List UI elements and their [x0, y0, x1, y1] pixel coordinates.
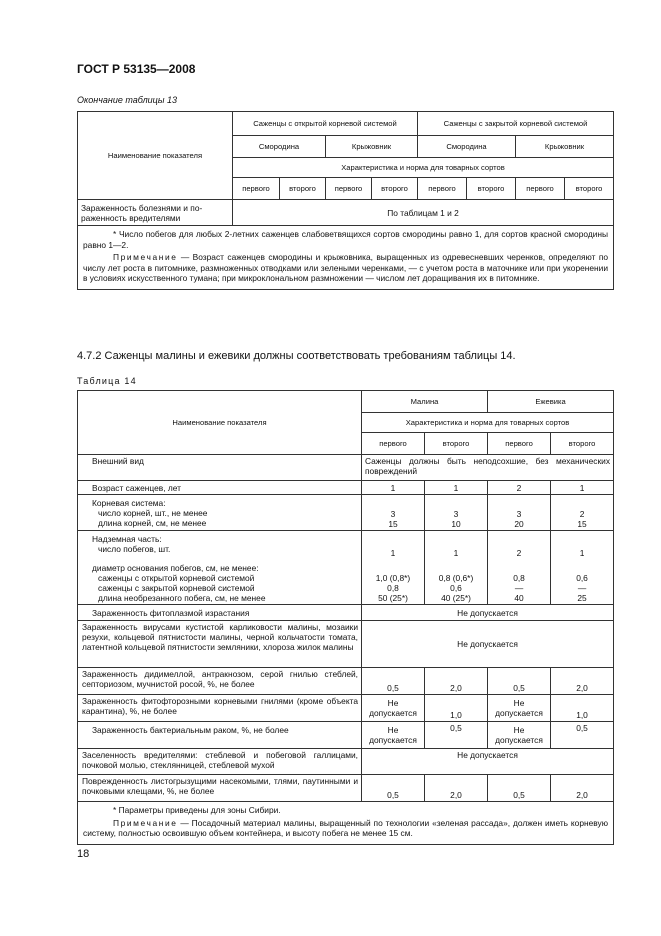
t14-root-count-label: число корней, шт., не менее [98, 508, 208, 518]
t14-diameter-values [425, 559, 488, 605]
t14-diam-closed: — [514, 583, 524, 593]
t14-header-indicator: Наименование показателя [78, 391, 362, 455]
t14-row-damage-label: Поврежденность листогрызущими насекомыми, тлями, паутинными и почковыми клещами, %, не более [78, 775, 362, 802]
paragraph-4-7-2: 4.7.2 Саженцы малины и ежевики должны соответствовать требованиям таблицы 14. [77, 350, 516, 362]
table-14-caption: Таблица 14 [77, 376, 137, 386]
t14-row-aboveground [78, 531, 362, 559]
t14-header-raspberry: Малина [362, 391, 488, 413]
t14-row-diameter [78, 559, 362, 605]
t14-diam-open: 1,0 (0,8*) [375, 573, 411, 583]
t14-root-values [362, 495, 425, 531]
t14-header-blackberry: Ежевика [488, 391, 614, 413]
t13-note-text: — Возраст саженцев смородины и крыжовника, выращенных из одревесневших черенков, определяют по числу лет роста в питомнике, размноженных отводками или зелеными черенками, — с учетом роста в маточнике или при укоренении в условиях искусственного тумана; при микроклональном размножении — числом лет доращивания их в питомнике. [83, 252, 609, 283]
t13-grade-first: первого [418, 178, 467, 200]
t13-grade-second: второго [565, 178, 614, 200]
t14-diam-open: 0,8 [513, 573, 525, 583]
t14-header-norm: Характеристика и норма для товарных сортов [362, 413, 614, 433]
t13-grade-second: второго [467, 178, 516, 200]
t14-row-viruses-label: Зараженность вирусами кустистой карликовости малины, мозаики резухи, кольцевой пятнистости малины, черной кольчатости томата, латентной кольцевой пятнистости земляники, хлороза жилок малины [78, 621, 362, 668]
t14-row-appearance-label: Внешний вид [78, 455, 362, 481]
t14-row-appearance-value: Саженцы должны быть неподсохшие, без механических повреждений [362, 455, 614, 481]
t14-row-root-system [78, 495, 362, 531]
t14-grade-second: второго [551, 433, 614, 455]
t13-grade-second: второго [280, 178, 326, 200]
t13-row-label: Зараженность болезнями и по-раженность вредителями [78, 200, 233, 226]
t14-row-didymella-value: 0,5 [488, 668, 551, 695]
page-header: ГОСТ Р 53135—2008 [77, 62, 196, 76]
t14-note-label: Примечание [113, 817, 178, 828]
t13-header-norm: Характеристика и норма для товарных сортов [233, 158, 614, 178]
t13-grade-second: второго [372, 178, 418, 200]
t14-root-length: 15 [388, 519, 398, 529]
t14-notes [78, 802, 614, 845]
t14-row-didymella-label: Зараженность дидимеллой, антракнозом, серой гнилью стеблей, септориозом, мучнистой росой, %, не более [78, 668, 362, 695]
t14-root-label: Корневая система: [92, 498, 166, 508]
t13-header-indicator: Наименование показателя [78, 112, 233, 200]
t14-open-root-label: саженцы с открытой корневой системой [98, 572, 255, 583]
t14-shoot-count: 1 [425, 531, 488, 559]
t14-row-bacterial-label: Зараженность бактериальным раком, %, не более [78, 722, 362, 749]
table-14 [77, 390, 614, 845]
t14-row-phytophthora-value: Не допускается [488, 695, 551, 722]
table-13-caption: Окончание таблицы 13 [77, 95, 177, 105]
t14-row-damage-value: 2,0 [425, 775, 488, 802]
t14-row-phytophthora-label: Зараженность фитофторозными корневыми гнилями (кроме объекта карантина), %, не более [78, 695, 362, 722]
t14-shoot-length: 40 [514, 593, 524, 603]
t14-diam-open: 0,8 (0,6*) [438, 573, 474, 583]
table-13 [77, 111, 614, 290]
t13-header-open-root: Саженцы с открытой корневой системой [233, 112, 418, 136]
t14-root-values [551, 495, 614, 531]
t14-diam-closed: — [577, 583, 587, 593]
t14-row-pests-value: Не допускается [362, 749, 614, 775]
t14-root-length: 20 [514, 519, 524, 529]
t14-shoot-length: 25 [577, 593, 587, 603]
t14-shoot-length: 50 (25*) [378, 593, 408, 603]
t14-row-bacterial-value: Не допускается [488, 722, 551, 749]
t14-diameter-values [488, 559, 551, 605]
t14-shoot-count: 1 [551, 531, 614, 559]
t14-diameter-values [362, 559, 425, 605]
t14-row-age-value: 2 [488, 481, 551, 495]
t14-root-values [488, 495, 551, 531]
t14-row-didymella-value: 2,0 [551, 668, 614, 695]
t13-grade-first: первого [516, 178, 565, 200]
t14-grade-first: первого [488, 433, 551, 455]
t14-grade-first: первого [362, 433, 425, 455]
t14-row-damage-value: 0,5 [362, 775, 425, 802]
t14-row-age-value: 1 [425, 481, 488, 495]
t14-closed-root-label: саженцы с закрытой корневой системой [98, 582, 255, 593]
t14-row-damage-value: 0,5 [488, 775, 551, 802]
t14-root-values [425, 495, 488, 531]
t14-row-age-label: Возраст саженцев, лет [78, 481, 362, 495]
t14-row-phytophthora-value: Не допускается [362, 695, 425, 722]
t14-row-didymella-value: 2,0 [425, 668, 488, 695]
t13-header-currant-2: Смородина [418, 136, 516, 158]
t14-row-phytophthora-value: 1,0 [551, 695, 614, 722]
t14-diam-closed: 0,6 [450, 583, 462, 593]
t13-header-currant-1: Смородина [233, 136, 326, 158]
t14-grade-second: второго [425, 433, 488, 455]
t14-row-bacterial-value: Не допускается [362, 722, 425, 749]
t13-footnote: * Число побегов для любых 2-летних саженцев слабоветвящихся сортов смородины равно 1, для сортов красной смородины равно 1—2. [83, 229, 609, 250]
t14-root-length-label: длина корней, см, не менее [98, 518, 207, 528]
t13-header-closed-root: Саженцы с закрытой корневой системой [418, 112, 614, 136]
t13-row-value: По таблицам 1 и 2 [233, 200, 614, 226]
t13-note-label: Примечание [113, 252, 178, 262]
t14-row-viruses-value: Не допускается [362, 621, 614, 668]
page-number: 18 [77, 848, 90, 860]
t14-root-length: 10 [451, 519, 461, 529]
t14-row-phytoplasma-value: Не допускается [362, 605, 614, 621]
t13-header-gooseberry-2: Крыжовник [516, 136, 614, 158]
t13-grade-first: первого [233, 178, 280, 200]
t14-root-count: 3 [453, 509, 459, 519]
t14-row-didymella-value: 0,5 [362, 668, 425, 695]
t14-diameter-values [551, 559, 614, 605]
t14-root-count: 3 [516, 509, 522, 519]
t14-root-count: 2 [579, 509, 585, 519]
t14-row-bacterial-value: 0,5 [551, 722, 614, 749]
t14-aboveground-label: Надземная часть: [92, 534, 162, 544]
t14-row-age-value: 1 [362, 481, 425, 495]
t14-row-bacterial-value: 0,5 [425, 722, 488, 749]
t14-shoot-count: 2 [488, 531, 551, 559]
t13-note [83, 252, 608, 284]
t14-row-phytoplasma-label: Зараженность фитоплазмой израстания [78, 605, 362, 621]
t14-note-text: — Посадочный материал малины, выращенный по технологии «зеленая рассада», должен иметь корневую систему, полностью освоившую объем контейнера, и высоту побега не менее 15 см. [83, 817, 609, 838]
t14-row-damage-value: 2,0 [551, 775, 614, 802]
t14-shoot-length-label: длина необрезанного побега, см, не менее [98, 592, 266, 603]
t14-diam-closed: 0,8 [387, 583, 399, 593]
t14-shoot-count: 1 [362, 531, 425, 559]
t13-header-gooseberry-1: Крыжовник [326, 136, 418, 158]
t14-diameter-label: диаметр основания побегов, см, не менее: [92, 562, 259, 573]
t14-row-pests-label: Заселенность вредителями: стеблевой и побеговой галлицами, почковой молью, стеклянницей, стеблевой мухой [78, 749, 362, 775]
t13-grade-first: первого [326, 178, 372, 200]
t14-root-count: 3 [390, 509, 396, 519]
t14-note [83, 818, 608, 839]
t14-root-length: 15 [577, 519, 587, 529]
t14-shoot-count-label: число побегов, шт. [98, 544, 171, 554]
t14-shoot-length: 40 (25*) [441, 593, 471, 603]
t14-diam-open: 0,6 [576, 573, 588, 583]
t13-notes [78, 226, 614, 290]
t14-footnote: * Параметры приведены для зоны Сибири. [113, 805, 281, 815]
t14-row-phytophthora-value: 1,0 [425, 695, 488, 722]
t14-row-age-value: 1 [551, 481, 614, 495]
